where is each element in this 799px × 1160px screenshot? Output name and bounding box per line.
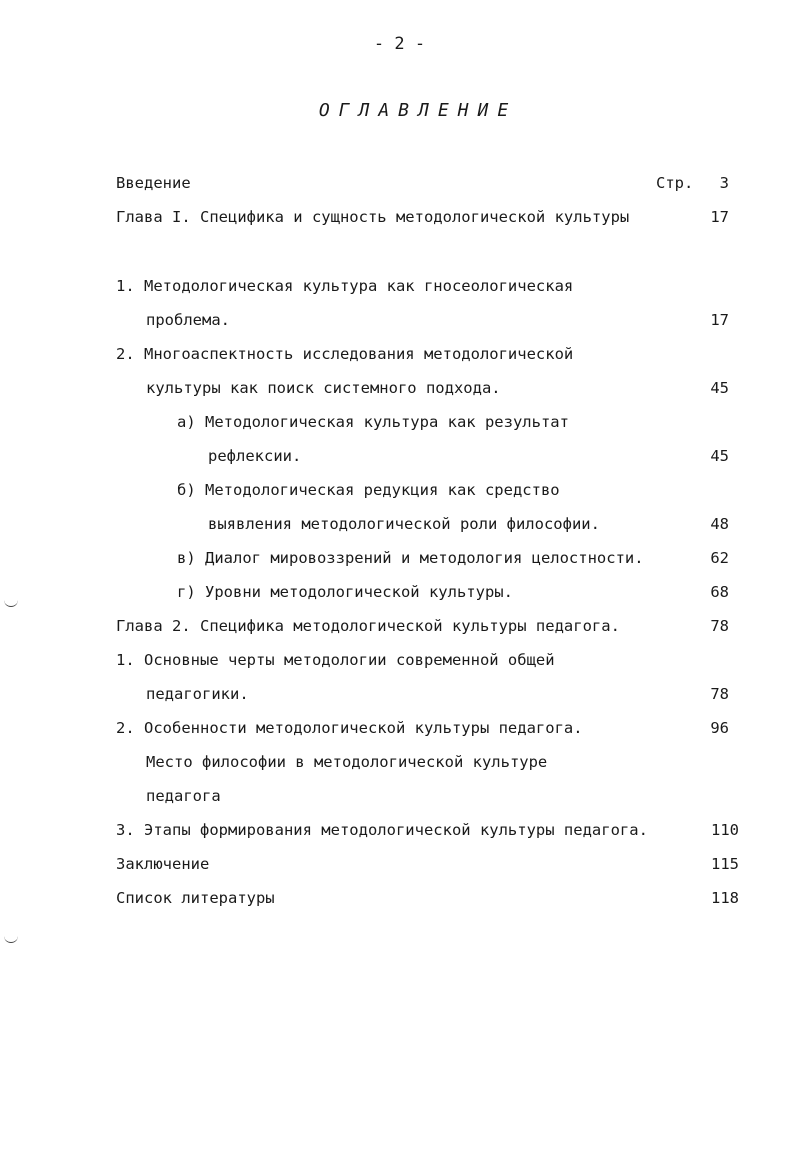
toc-entry-page: 78 (710, 617, 729, 635)
toc-entry-text: Глава 2. Специфика методологической культуры педагога. (116, 617, 620, 635)
toc-entry-page: 62 (710, 549, 729, 567)
toc-entry-text: Заключение (116, 855, 210, 873)
toc-entry-text: рефлексии. (208, 447, 302, 465)
toc-entry-page: 110 (711, 821, 739, 839)
scan-artifact-mark (4, 600, 18, 607)
toc-entry-text: 3. Этапы формирования методологической культуры педагога. (116, 821, 648, 839)
toc-entry-text: а) Методологическая культура как результат (177, 413, 569, 431)
toc-entry-page: 45 (710, 447, 729, 465)
toc-entry-text: Список литературы (116, 889, 275, 907)
toc-entry-text: выявления методологической роли философии. (208, 515, 600, 533)
toc-pages-label: Стр. (656, 174, 694, 192)
toc-entry-text: 1. Основные черты методологии современной общей (116, 651, 555, 669)
toc-entry-page: 17 (710, 208, 729, 226)
toc-entry-text: в) Диалог мировоззрений и методология целостности. (177, 549, 644, 567)
toc-entry-text: педагогики. (146, 685, 249, 703)
page-number: - 2 - (373, 34, 426, 54)
scan-artifact-mark (4, 936, 18, 943)
toc-entry-page: 78 (710, 685, 729, 703)
toc-entry-page: 68 (710, 583, 729, 601)
toc-intro-label: Введение (116, 174, 191, 192)
toc-entry-text: Место философии в методологической культуре (146, 753, 548, 771)
toc-entry-page: 96 (710, 719, 729, 737)
toc-title: ОГЛАВЛЕНИЕ (318, 100, 518, 121)
toc-entry-text: 2. Особенности методологической культуры педагога. (116, 719, 583, 737)
toc-entry-text: 1. Методологическая культура как гносеологическая (116, 277, 574, 295)
toc-entry-text: б) Методологическая редукция как средство (177, 481, 560, 499)
toc-entry-page: 17 (710, 311, 729, 329)
toc-entry-page: 45 (710, 379, 729, 397)
toc-entry-page: 48 (710, 515, 729, 533)
toc-entry-text: Глава I. Специфика и сущность методологической культуры (116, 208, 630, 226)
toc-entry-text: проблема. (146, 311, 230, 329)
toc-entry-text: г) Уровни методологической культуры. (177, 583, 513, 601)
toc-entry-text: культуры как поиск системного подхода. (146, 379, 501, 397)
toc-intro-page: 3 (719, 174, 729, 192)
toc-entry-page: 118 (711, 889, 739, 907)
toc-entry-page: 115 (711, 855, 739, 873)
toc-entry-text: педагога (146, 787, 221, 805)
toc-entry-text: 2. Многоаспектность исследования методологической (116, 345, 574, 363)
